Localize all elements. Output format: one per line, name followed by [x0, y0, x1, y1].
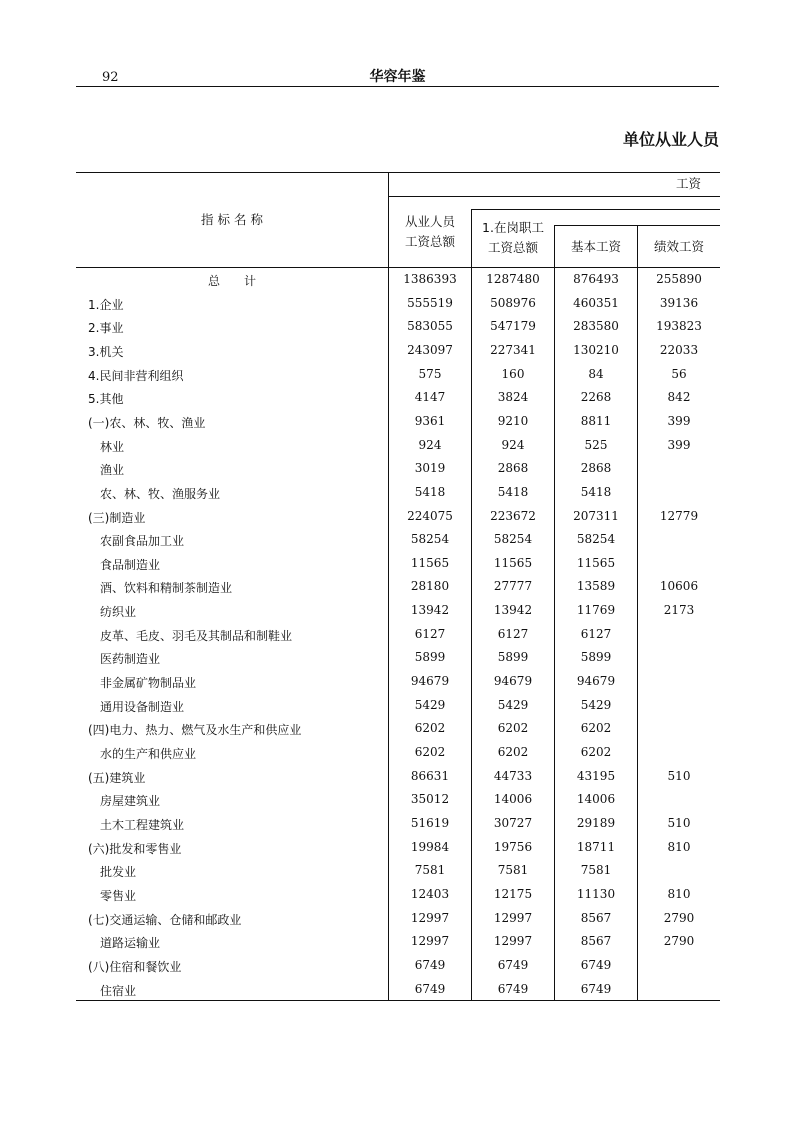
- cell-total-wage: 12997: [410, 910, 450, 925]
- cell-basic-wage: 8811: [580, 413, 612, 428]
- cell-total-wage: 224075: [407, 508, 453, 523]
- cell-total-wage: 86631: [410, 768, 450, 783]
- row-label: 总 计: [207, 274, 256, 288]
- cell-basic-wage: 283580: [573, 319, 619, 334]
- cell-onpost-wage: 5418: [497, 484, 529, 499]
- cell-basic-wage: 43195: [576, 768, 616, 783]
- cell-onpost-wage: 6749: [497, 957, 529, 972]
- cell-total-wage: 6202: [414, 721, 446, 736]
- cell-total-wage: 12997: [410, 934, 450, 949]
- cell-basic-wage: 525: [584, 437, 608, 452]
- cell-performance-wage: 10606: [659, 579, 699, 594]
- table-row: [76, 435, 720, 459]
- header-indicator-name: 指 标 名 称: [201, 212, 263, 227]
- cell-onpost-wage: 44733: [493, 768, 533, 783]
- subgroup-top-rule: [472, 209, 720, 210]
- cell-performance-wage: 22033: [659, 342, 699, 357]
- row-label: 食品制造业: [100, 557, 161, 572]
- row-label: 通用设备制造业: [100, 699, 185, 714]
- cell-basic-wage: 6202: [580, 721, 612, 736]
- cell-performance-wage: 193823: [656, 319, 702, 334]
- cell-total-wage: 5429: [414, 697, 446, 712]
- cell-basic-wage: 6202: [580, 745, 612, 759]
- cell-total-wage: 94679: [410, 674, 450, 689]
- row-label: 房屋建筑业: [100, 794, 161, 809]
- header-onpost-wage-line2: 工资总额: [487, 240, 538, 255]
- cell-performance-wage: 399: [667, 413, 691, 428]
- cell-basic-wage: 6749: [580, 957, 612, 972]
- cell-onpost-wage: 30727: [493, 815, 533, 830]
- header-wage-group: 工资: [676, 176, 702, 191]
- cell-onpost-wage: 227341: [490, 342, 536, 357]
- cell-performance-wage: 56: [671, 366, 687, 381]
- cell-onpost-wage: 58254: [493, 532, 533, 547]
- cell-total-wage: 7581: [414, 863, 446, 878]
- cell-basic-wage: 5899: [580, 650, 612, 665]
- row-label: 酒、饮料和精制茶制造业: [100, 581, 233, 596]
- cell-performance-wage: 12779: [659, 508, 699, 523]
- cell-onpost-wage: 6749: [497, 981, 529, 996]
- cell-onpost-wage: 12175: [493, 886, 533, 901]
- cell-basic-wage: 6127: [580, 626, 612, 641]
- cell-basic-wage: 7581: [580, 863, 612, 878]
- cell-total-wage: 11565: [410, 555, 450, 570]
- table-row: [76, 884, 720, 908]
- cell-basic-wage: 8567: [580, 910, 612, 925]
- cell-basic-wage: 13589: [576, 579, 616, 594]
- row-label: (三)制造业: [88, 510, 146, 525]
- row-label: 农、林、牧、渔服务业: [100, 486, 221, 501]
- cell-total-wage: 5418: [414, 484, 446, 499]
- cell-total-wage: 58254: [410, 532, 450, 547]
- cell-basic-wage: 14006: [576, 792, 616, 807]
- cell-onpost-wage: 3824: [497, 390, 529, 405]
- cell-onpost-wage: 508976: [490, 295, 536, 310]
- row-label: 2.事业: [88, 321, 124, 336]
- cell-basic-wage: 207311: [573, 508, 619, 523]
- table-row: [76, 860, 720, 884]
- cell-basic-wage: 5418: [580, 484, 612, 499]
- cell-onpost-wage: 6202: [497, 745, 529, 759]
- cell-onpost-wage: 14006: [493, 792, 533, 807]
- cell-onpost-wage: 924: [501, 437, 525, 452]
- cell-onpost-wage: 160: [501, 366, 525, 381]
- cell-onpost-wage: 12997: [493, 910, 533, 925]
- cell-performance-wage: 2790: [663, 934, 695, 949]
- row-label: 零售业: [100, 888, 137, 903]
- cell-onpost-wage: 12997: [493, 934, 533, 949]
- header-performance-wage: 绩效工资: [653, 239, 704, 254]
- cell-basic-wage: 876493: [573, 272, 619, 286]
- cell-performance-wage: 810: [667, 886, 691, 901]
- cell-basic-wage: 58254: [576, 532, 616, 547]
- row-label: 土木工程建筑业: [100, 817, 185, 832]
- table-row: [76, 269, 720, 293]
- cell-total-wage: 243097: [407, 342, 453, 357]
- cell-basic-wage: 18711: [576, 839, 616, 854]
- cell-performance-wage: 399: [667, 437, 691, 452]
- table-row: [76, 482, 720, 506]
- cell-performance-wage: 2790: [663, 910, 695, 925]
- table-row: [76, 506, 720, 530]
- cell-onpost-wage: 547179: [490, 319, 536, 334]
- table-row: [76, 908, 720, 932]
- cell-total-wage: 3019: [414, 461, 446, 476]
- cell-total-wage: 51619: [410, 815, 450, 830]
- cell-basic-wage: 460351: [573, 295, 619, 310]
- header-total-wage: [389, 212, 471, 252]
- cell-basic-wage: 5429: [580, 697, 612, 712]
- cell-onpost-wage: 2868: [497, 461, 529, 476]
- cell-total-wage: 6749: [414, 981, 446, 996]
- cell-total-wage: 6749: [414, 957, 446, 972]
- header-total-wage-line2: 工资总额: [404, 234, 455, 249]
- cell-onpost-wage: 6127: [497, 626, 529, 641]
- cell-onpost-wage: 5429: [497, 697, 529, 712]
- cell-total-wage: 13942: [410, 603, 450, 618]
- cell-basic-wage: 2868: [580, 461, 612, 476]
- table-row: [76, 955, 720, 979]
- table-row: [76, 600, 720, 624]
- row-label: 3.机关: [88, 344, 124, 359]
- cell-onpost-wage: 13942: [493, 603, 533, 618]
- table-row: [76, 671, 720, 695]
- header-onpost-wage: [472, 218, 554, 258]
- cell-onpost-wage: 1287480: [486, 272, 540, 286]
- table-row: [76, 766, 720, 790]
- cell-total-wage: 1386393: [403, 272, 457, 286]
- cell-total-wage: 583055: [407, 319, 453, 334]
- header-bottom-rule: [76, 267, 720, 268]
- cell-onpost-wage: 27777: [493, 579, 533, 594]
- statistics-table: [76, 172, 720, 1002]
- cell-performance-wage: 2173: [663, 603, 695, 618]
- row-label: (五)建筑业: [88, 770, 146, 785]
- table-row: [76, 647, 720, 671]
- table-row: [76, 576, 720, 600]
- cell-total-wage: 19984: [410, 839, 450, 854]
- table-row: [76, 293, 720, 317]
- header-basic-wage: 基本工资: [570, 239, 621, 254]
- cell-total-wage: 5899: [414, 650, 446, 665]
- page-number: 92: [102, 70, 119, 85]
- cell-total-wage: 575: [418, 366, 442, 381]
- row-label: (一)农、林、牧、渔业: [88, 415, 206, 430]
- cell-basic-wage: 84: [588, 366, 604, 381]
- cell-basic-wage: 11769: [576, 603, 616, 618]
- header-onpost-wage-line1: 1.在岗职工: [482, 220, 544, 235]
- cell-basic-wage: 6749: [580, 981, 612, 996]
- row-label: 非金属矿物制品业: [100, 676, 197, 691]
- row-label: 道路运输业: [100, 936, 161, 951]
- page-header: [76, 58, 719, 87]
- cell-performance-wage: 255890: [656, 272, 702, 286]
- cell-total-wage: 4147: [414, 390, 446, 405]
- cell-total-wage: 28180: [410, 579, 450, 594]
- table-row: [76, 364, 720, 388]
- row-label: 4.民间非营利组织: [88, 368, 184, 383]
- cell-total-wage: 924: [418, 437, 442, 452]
- row-label: 林业: [100, 439, 125, 454]
- table-title: 单位从业人员: [622, 130, 719, 149]
- row-label: 1.企业: [88, 297, 124, 312]
- row-label: (七)交通运输、仓储和邮政业: [88, 912, 242, 927]
- cell-total-wage: 6202: [414, 745, 446, 759]
- table-row: [76, 411, 720, 435]
- cell-onpost-wage: 5899: [497, 650, 529, 665]
- cell-basic-wage: 11565: [576, 555, 616, 570]
- cell-total-wage: 6127: [414, 626, 446, 641]
- table-row: [76, 979, 720, 1003]
- cell-total-wage: 9361: [414, 413, 446, 428]
- table-row: [76, 718, 720, 742]
- row-label: (八)住宿和餐饮业: [88, 959, 182, 974]
- cell-basic-wage: 2268: [580, 390, 612, 405]
- cell-total-wage: 555519: [407, 295, 453, 310]
- cell-total-wage: 35012: [410, 792, 450, 807]
- row-label: 5.其他: [88, 392, 124, 407]
- table-row: [76, 553, 720, 577]
- cell-basic-wage: 29189: [576, 815, 616, 830]
- table-row: [76, 340, 720, 364]
- cell-total-wage: 12403: [410, 886, 450, 901]
- row-label: 住宿业: [100, 983, 137, 998]
- row-label: (四)电力、热力、燃气及水生产和供应业: [88, 723, 302, 738]
- cell-performance-wage: 510: [667, 815, 691, 830]
- cell-performance-wage: 842: [667, 390, 691, 405]
- cell-onpost-wage: 9210: [497, 413, 529, 428]
- cell-onpost-wage: 6202: [497, 721, 529, 736]
- row-label: 医药制造业: [100, 652, 161, 667]
- table-row: [76, 458, 720, 482]
- cell-basic-wage: 8567: [580, 934, 612, 949]
- cell-onpost-wage: 19756: [493, 839, 533, 854]
- table-row: [76, 387, 720, 411]
- table-row: [76, 931, 720, 955]
- table-row: [76, 837, 720, 861]
- row-label: 水的生产和供应业: [100, 747, 197, 761]
- cell-onpost-wage: 223672: [490, 508, 536, 523]
- row-label: 农副食品加工业: [100, 534, 185, 549]
- row-label: 渔业: [100, 463, 125, 478]
- table-row: [76, 813, 720, 837]
- table-top-rule: [76, 172, 720, 173]
- row-label: 纺织业: [100, 605, 137, 620]
- table-row: [76, 529, 720, 553]
- table-row: [76, 742, 720, 766]
- cell-onpost-wage: 7581: [497, 863, 529, 878]
- cell-basic-wage: 130210: [573, 342, 619, 357]
- table-row: [76, 695, 720, 719]
- cell-onpost-wage: 11565: [493, 555, 533, 570]
- cell-performance-wage: 810: [667, 839, 691, 854]
- cell-basic-wage: 94679: [576, 674, 616, 689]
- cell-performance-wage: 39136: [659, 295, 699, 310]
- row-label: 批发业: [100, 865, 137, 880]
- row-label: 皮革、毛皮、羽毛及其制品和制鞋业: [100, 628, 293, 643]
- cell-basic-wage: 11130: [576, 886, 616, 901]
- group-header-rule: [389, 196, 720, 197]
- table-row: [76, 316, 720, 340]
- table-row: [76, 789, 720, 813]
- header-total-wage-line1: 从业人员: [404, 214, 455, 229]
- cell-onpost-wage: 94679: [493, 674, 533, 689]
- row-label: (六)批发和零售业: [88, 841, 182, 856]
- table-row: [76, 624, 720, 648]
- book-title: 华容年鉴: [369, 69, 426, 85]
- cell-performance-wage: 510: [667, 768, 691, 783]
